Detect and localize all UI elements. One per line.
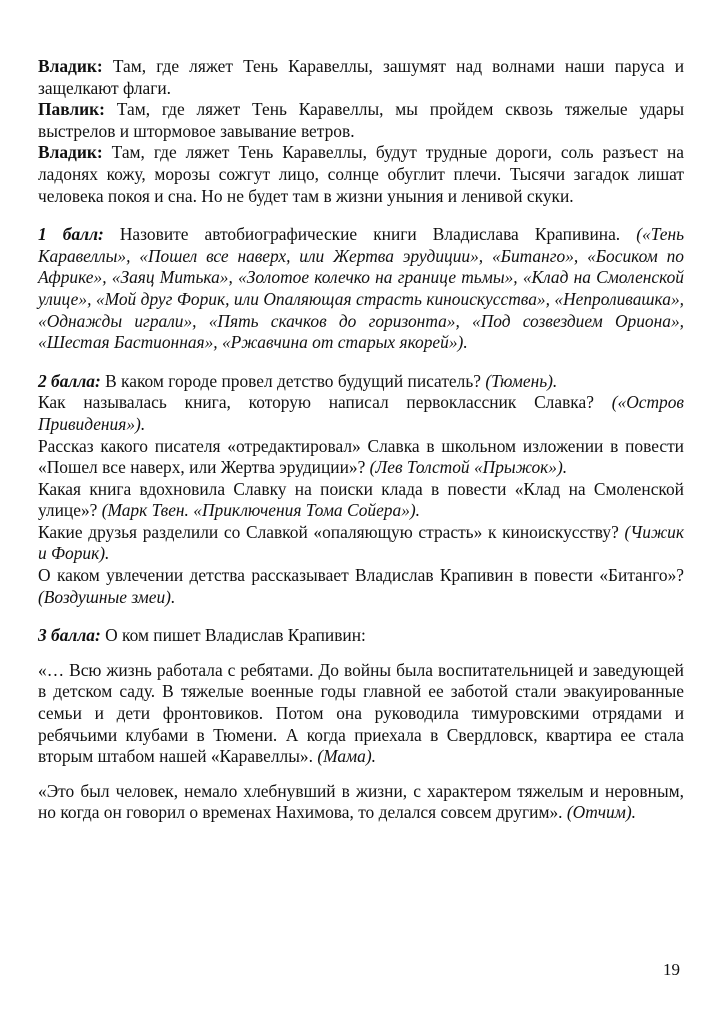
score-label: 1 балл: [38,224,104,245]
round1-question [38,224,684,354]
question-text: О каком увлечении детства рассказывает Владислав Крапивин в повести «Битанго»? [38,565,684,586]
dialogue-text: Там, где ляжет Тень Каравеллы, мы пройдем сквозь тяжелые удары выстрелов и штормовое завывание ветров. [38,99,684,141]
round2-question [38,565,684,608]
answer-text: («Тень Каравеллы», «Пошел все наверх, или Жертва эрудиции», «Битанго», «Босиком по Африке», «Заяц Митька», «Золотое колечко на границе тьмы», «Клад на Смоленской улице», «Мой друг Форик, или Опаляющая страсть киноискусства», «Непроливашка», «Однажды играли», «Пять скачков до горизонта», «Под созвездием Ориона», «Шестая Бастионная», «Ржавчина от старых якорей»). [38,224,685,353]
question-text: В каком городе провел детство будущий писатель? [100,370,481,391]
answer-text: (Отчим). [562,802,636,823]
answer-text: (Марк Твен. «Приключения Тома Сойера»). [97,500,421,521]
round2-question [38,371,684,393]
question-text: Назовите автобиографические книги Владислава Крапивина. [103,224,621,245]
dialogue-text: Там, где ляжет Тень Каравеллы, будут трудные дороги, соль разъест на ладонях кожу, морозы сожгут лицо, солнце обуглит плечи. Тысячи загадок лишат человека покоя и сна. Но не будет там в жизни уныния и ленивой скуки. [38,142,684,206]
quote-text: «… Всю жизнь работала с ребятами. До войны была воспитательницей и заведующей в детском саду. В тяжелые военные годы главной ее заботой стали эвакуированные семьи и дети фронтовиков. Потом она руководила тимуровскими отрядами и ребячьими клубами в Тюмени. А когда приехала в Свердловск, квартира ее стала вторым штабом нашей «Каравеллы». [38,659,684,767]
question-text: Какие друзья разделили со Славкой «опаляющую страсть» к киноискусству? [38,521,619,542]
speaker-name: Павлик: [38,99,105,120]
score-label: 3 балла: [38,625,101,646]
dialogue-line [38,142,684,207]
question-text: О ком пишет Владислав Крапивин: [100,625,366,646]
dialogue-line [38,99,684,142]
round2-question [38,479,684,522]
quote-text: «Это был человек, немало хлебнувший в жизни, с характером тяжелым и неровным, но когда он говорил о временах Нахимова, то делался совсем другим». [38,780,684,823]
document-page [38,56,684,824]
round3-question [38,625,684,647]
answer-text: (Воздушные змеи). [38,586,176,607]
round2-question [38,436,684,479]
answer-text: (Мама). [312,746,376,767]
dialogue-text: Там, где ляжет Тень Каравеллы, зашумят над волнами наши паруса и защелкают флаги. [38,56,684,98]
answer-text: («Остров Привидения»). [38,392,684,434]
question-text: Какая книга вдохновила Славку на поиски клада в повести «Клад на Смоленской улице»? [38,478,684,521]
question-text: Рассказ какого писателя «отредактировал» Славка в школьном изложении в повести «Пошел все наверх, или Жертва эрудиции»? [38,435,684,478]
answer-text: (Тюмень). [480,370,558,391]
question-text: Как называлась книга, которую написал первоклассник Славка? [38,392,594,413]
dialogue-line [38,56,684,99]
quote-paragraph [38,660,684,768]
quote-paragraph [38,781,684,824]
answer-text: (Лев Толстой «Прыжок»). [365,457,568,478]
round2-question [38,522,684,565]
speaker-name: Владик: [38,142,103,163]
page-number: 19 [663,960,680,979]
score-label: 2 балла: [38,370,101,391]
speaker-name: Владик: [38,56,103,76]
answer-text: (Чижик и Форик). [38,521,684,564]
round2-question [38,392,684,435]
